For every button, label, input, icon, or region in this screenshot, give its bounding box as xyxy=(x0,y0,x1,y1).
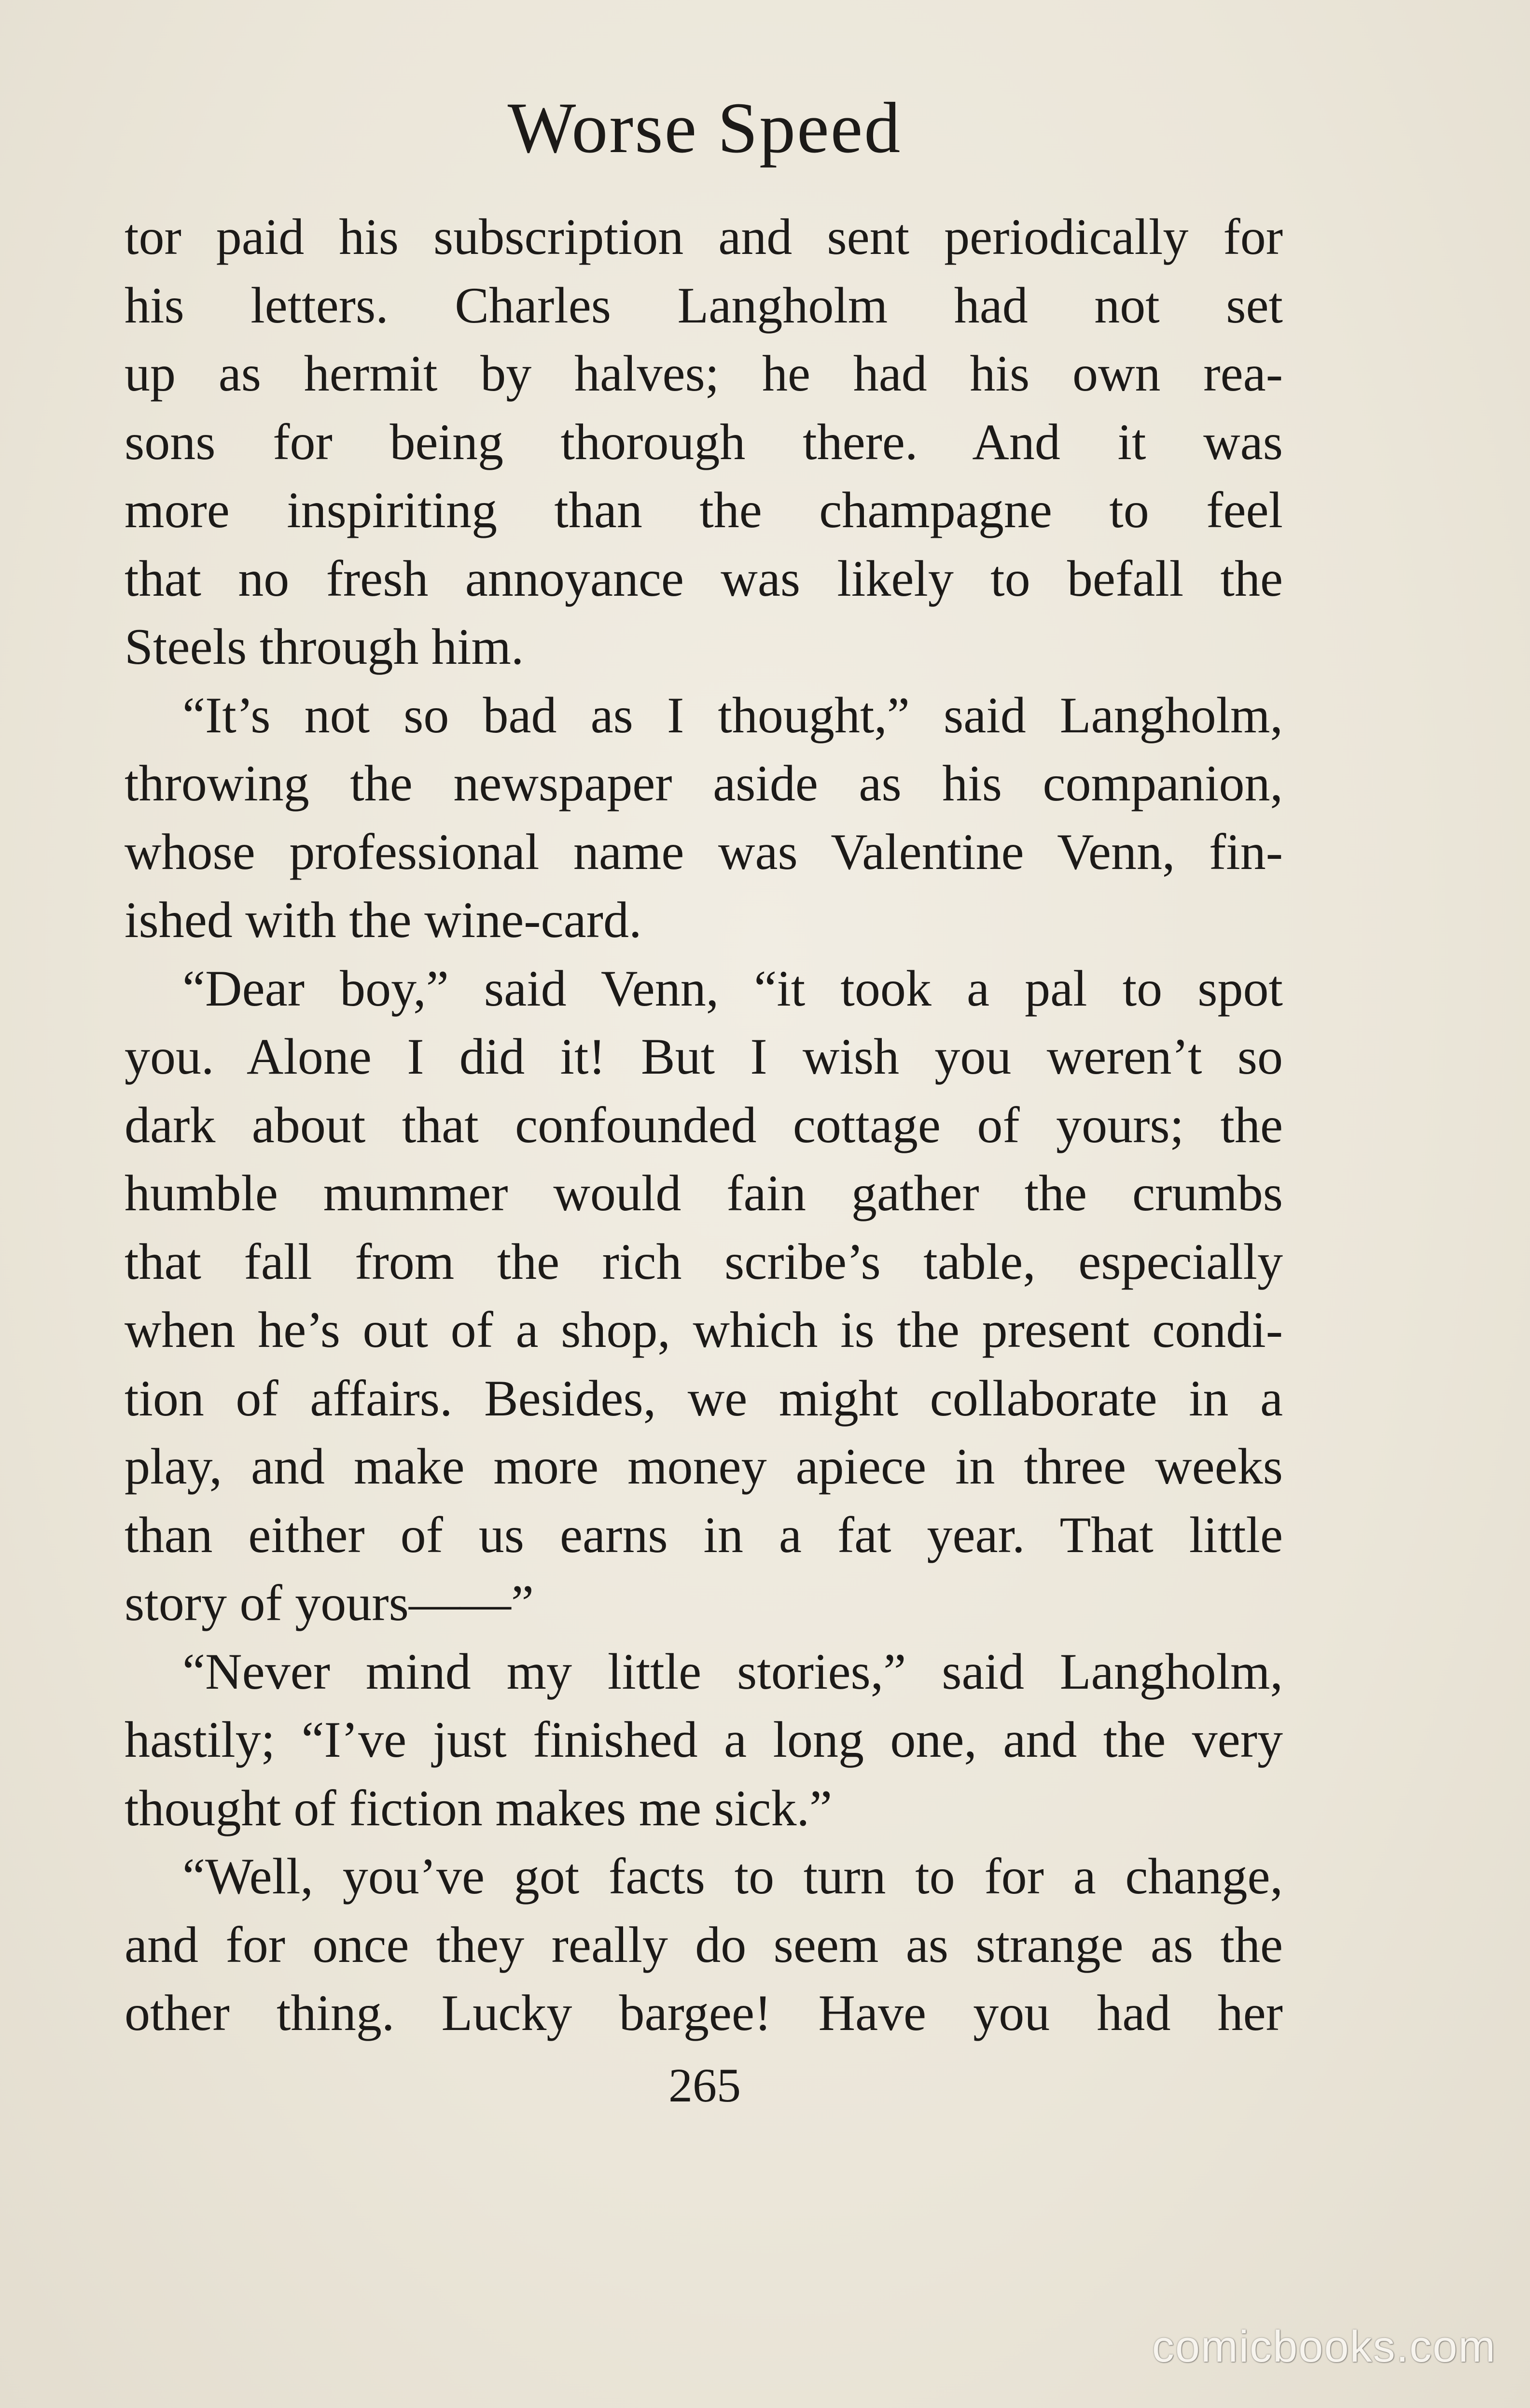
text-line: his letters. Charles Langholm had not set xyxy=(125,277,1283,334)
text-line: humble mummer would fain gather the crumbs xyxy=(125,1165,1283,1221)
body-text xyxy=(125,203,1283,2047)
text-line: up as hermit by halves; he had his own rea- xyxy=(125,345,1283,402)
text-line: that fall from the rich scribe’s table, especially xyxy=(125,1233,1283,1290)
text-line: more inspiriting than the champagne to feel xyxy=(125,482,1283,538)
text-line: and for once they really do seem as strange as the xyxy=(125,1916,1283,1973)
text-line: that no fresh annoyance was likely to befall the xyxy=(125,550,1283,607)
text-line: than either of us earns in a fat year. That little xyxy=(125,1506,1283,1563)
text-line: throwing the newspaper aside as his companion, xyxy=(125,755,1283,812)
text-line: when he’s out of a shop, which is the present condi- xyxy=(125,1302,1283,1358)
text-line: dark about that confounded cottage of yours; the xyxy=(125,1096,1283,1153)
page-number: 265 xyxy=(668,2058,741,2112)
text-line: “Never mind my little stories,” said Langholm, xyxy=(182,1643,1283,1700)
text-line: sons for being thorough there. And it was xyxy=(125,413,1283,470)
text-line: “It’s not so bad as I thought,” said Langholm, xyxy=(182,686,1283,743)
text-line: thought of fiction makes me sick.” xyxy=(125,1779,832,1836)
text-line: you. Alone I did it! But I wish you weren’t so xyxy=(125,1028,1283,1085)
running-title: Worse Speed xyxy=(507,88,902,168)
text-line: “Well, you’ve got facts to turn to for a change, xyxy=(182,1848,1283,1904)
text-line: story of yours——” xyxy=(125,1575,534,1631)
text-line: tor paid his subscription and sent periodically for xyxy=(125,209,1283,265)
text-line: hastily; “I’ve just finished a long one, and the very xyxy=(125,1711,1283,1768)
text-line: play, and make more money apiece in three weeks xyxy=(125,1438,1283,1495)
text-line: “Dear boy,” said Venn, “it took a pal to spot xyxy=(182,960,1283,1017)
text-line: Steels through him. xyxy=(125,618,524,675)
text-line: ished with the wine-card. xyxy=(125,892,642,948)
text-line: whose professional name was Valentine Venn, fin- xyxy=(125,823,1283,880)
watermark-text: comicbooks.com xyxy=(1152,2322,1496,2371)
text-line: tion of affairs. Besides, we might collaborate in a xyxy=(125,1370,1283,1427)
text-line: other thing. Lucky bargee! Have you had her xyxy=(125,1985,1283,2041)
